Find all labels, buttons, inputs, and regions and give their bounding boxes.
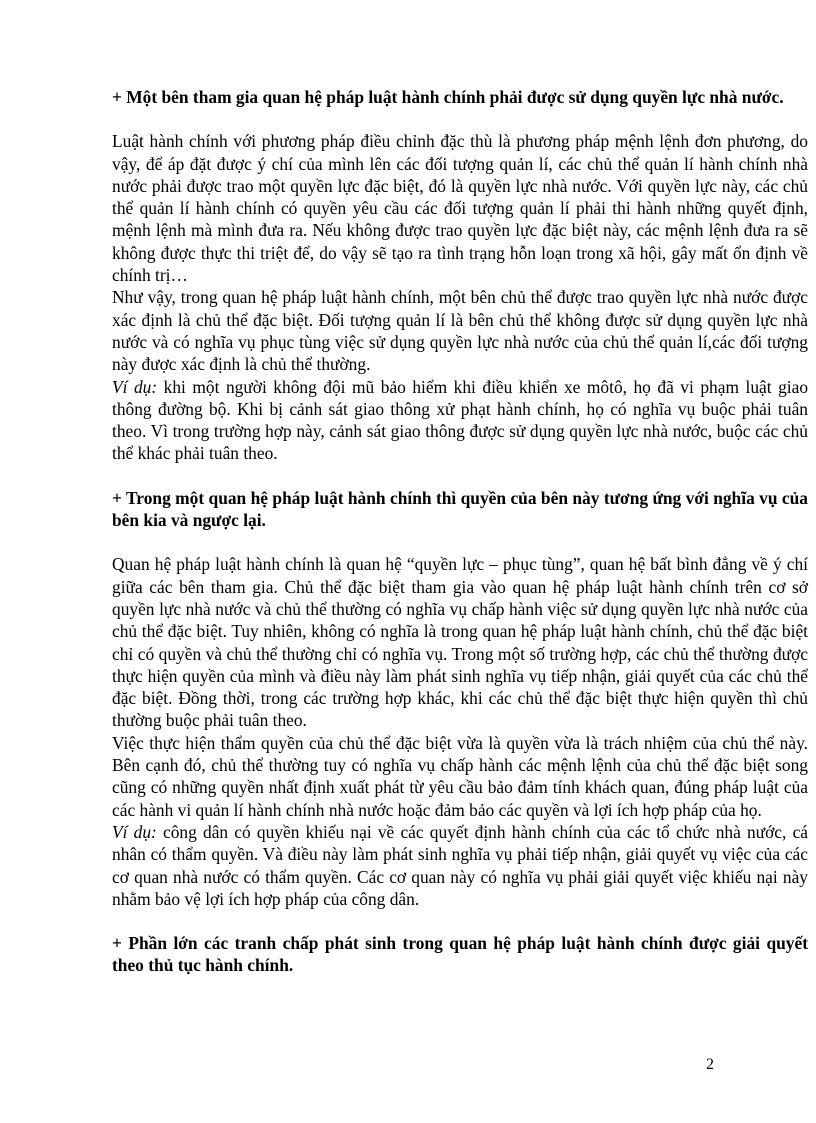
paragraph: Luật hành chính với phương pháp điều chỉnh đặc thù là phương pháp mệnh lệnh đơn phương, do vậy, để áp đặt được ý chí của mình lên các đối tượng quản lí, các chủ thể quản lí hành chính nhà nước phải được trao một quyền lực đặc biệt, đó là quyền lực nhà nước. Với quyền lực này, các chủ thể quản lí hành chính có quyền yêu cầu các đối tượng quản lí phải thi hành những quyết định, mệnh lệnh mà mình đưa ra. Nếu không được trao quyền lực đặc biệt này, các mệnh lệnh đưa ra sẽ không được thực thi triệt để, do vậy sẽ tạo ra tình trạng hỗn loạn trong xã hội, gây mất ổn định về chính trị… — [112, 131, 808, 286]
section-heading-2: + Trong một quan hệ pháp luật hành chính thì quyền của bên này tương ứng với nghĩa vụ của bên kia và ngược lại. — [112, 487, 808, 531]
document-body — [112, 86, 808, 977]
spacer — [112, 108, 808, 130]
page-number: 2 — [706, 1056, 714, 1073]
section-heading-3: + Phần lớn các tranh chấp phát sinh trong quan hệ pháp luật hành chính được giải quyết theo thủ tục hành chính. — [112, 933, 808, 976]
example-paragraph — [112, 376, 808, 465]
paragraph: Quan hệ pháp luật hành chính là quan hệ “quyền lực – phục tùng”, quan hệ bất bình đẳng về ý chí giữa các bên tham gia. Chủ thể đặc biệt tham gia vào quan hệ pháp luật hành chính trên cơ sở quyền lực nhà nước và chủ thể thường có nghĩa vụ chấp hành việc sử dụng quyền lực nhà nước của chủ thể đặc biệt. Tuy nhiên, không có nghĩa là trong quan hệ pháp luật hành chính, chủ thể đặc biệt chỉ có quyền và chủ thể thường chỉ có nghĩa vụ. Trong một số trường hợp, các chủ thể thường được thực hiện quyền của mình và điều này làm phát sinh nghĩa vụ tiếp nhận, giải quyết của các chủ thể đặc biệt. Đồng thời, trong các trường hợp khác, khi các chủ thể đặc biệt thực hiện quyền thì chủ thường buộc phải tuân theo. — [112, 554, 808, 731]
spacer — [112, 910, 808, 932]
example-label: Ví dụ: — [112, 376, 158, 397]
section-heading-1: + Một bên tham gia quan hệ pháp luật hành chính phải được sử dụng quyền lực nhà nước. — [112, 87, 784, 107]
example-text: khi một người không đội mũ bảo hiểm khi điều khiển xe môtô, họ đã vi phạm luật giao thông đường bộ. Khi bị cảnh sát giao thông xử phạt hành chính, họ có nghĩa vụ buộc phải tuân theo. Vì trong trường hợp này, cảnh sát giao thông được sử dụng quyền lực nhà nước, buộc các chủ thể khác phải tuân theo. — [112, 376, 809, 464]
example-text: công dân có quyền khiếu nại về các quyết định hành chính của các tổ chức nhà nước, cá nhân có thẩm quyền. Và điều này làm phát sinh nghĩa vụ phải tiếp nhận, giải quyết vụ việc của các cơ quan nhà nước có thẩm quyền. Các cơ quan này có nghĩa vụ phải giải quyết việc khiếu nại này nhằm bảo vệ lợi ích hợp pháp của công dân. — [112, 821, 809, 909]
spacer — [112, 465, 808, 487]
spacer — [112, 531, 808, 553]
paragraph: Như vậy, trong quan hệ pháp luật hành chính, một bên chủ thể được trao quyền lực nhà nước được xác định là chủ thể đặc biệt. Đối tượng quản lí là bên chủ thể không được sử dụng quyền lực nhà nước và có nghĩa vụ phục tùng việc sử dụng quyền lực nhà nước của chủ thể quản lí,các đối tượng này được xác định là chủ thể thường. — [112, 287, 808, 375]
paragraph: Việc thực hiện thẩm quyền của chủ thể đặc biệt vừa là quyền vừa là trách nhiệm của chủ thể này. Bên cạnh đó, chủ thể thường tuy có nghĩa vụ chấp hành các mệnh lệnh của chủ thể đặc biệt song cũng có những quyền nhất định xuất phát từ yêu cầu bảo đảm tính khách quan, đúng pháp luật của các hành vi quản lí hành chính nhà nước hoặc đảm bảo các quyền và lợi ích hợp pháp của họ. — [112, 732, 808, 820]
example-paragraph — [112, 821, 808, 910]
example-label: Ví dụ: — [112, 821, 157, 842]
